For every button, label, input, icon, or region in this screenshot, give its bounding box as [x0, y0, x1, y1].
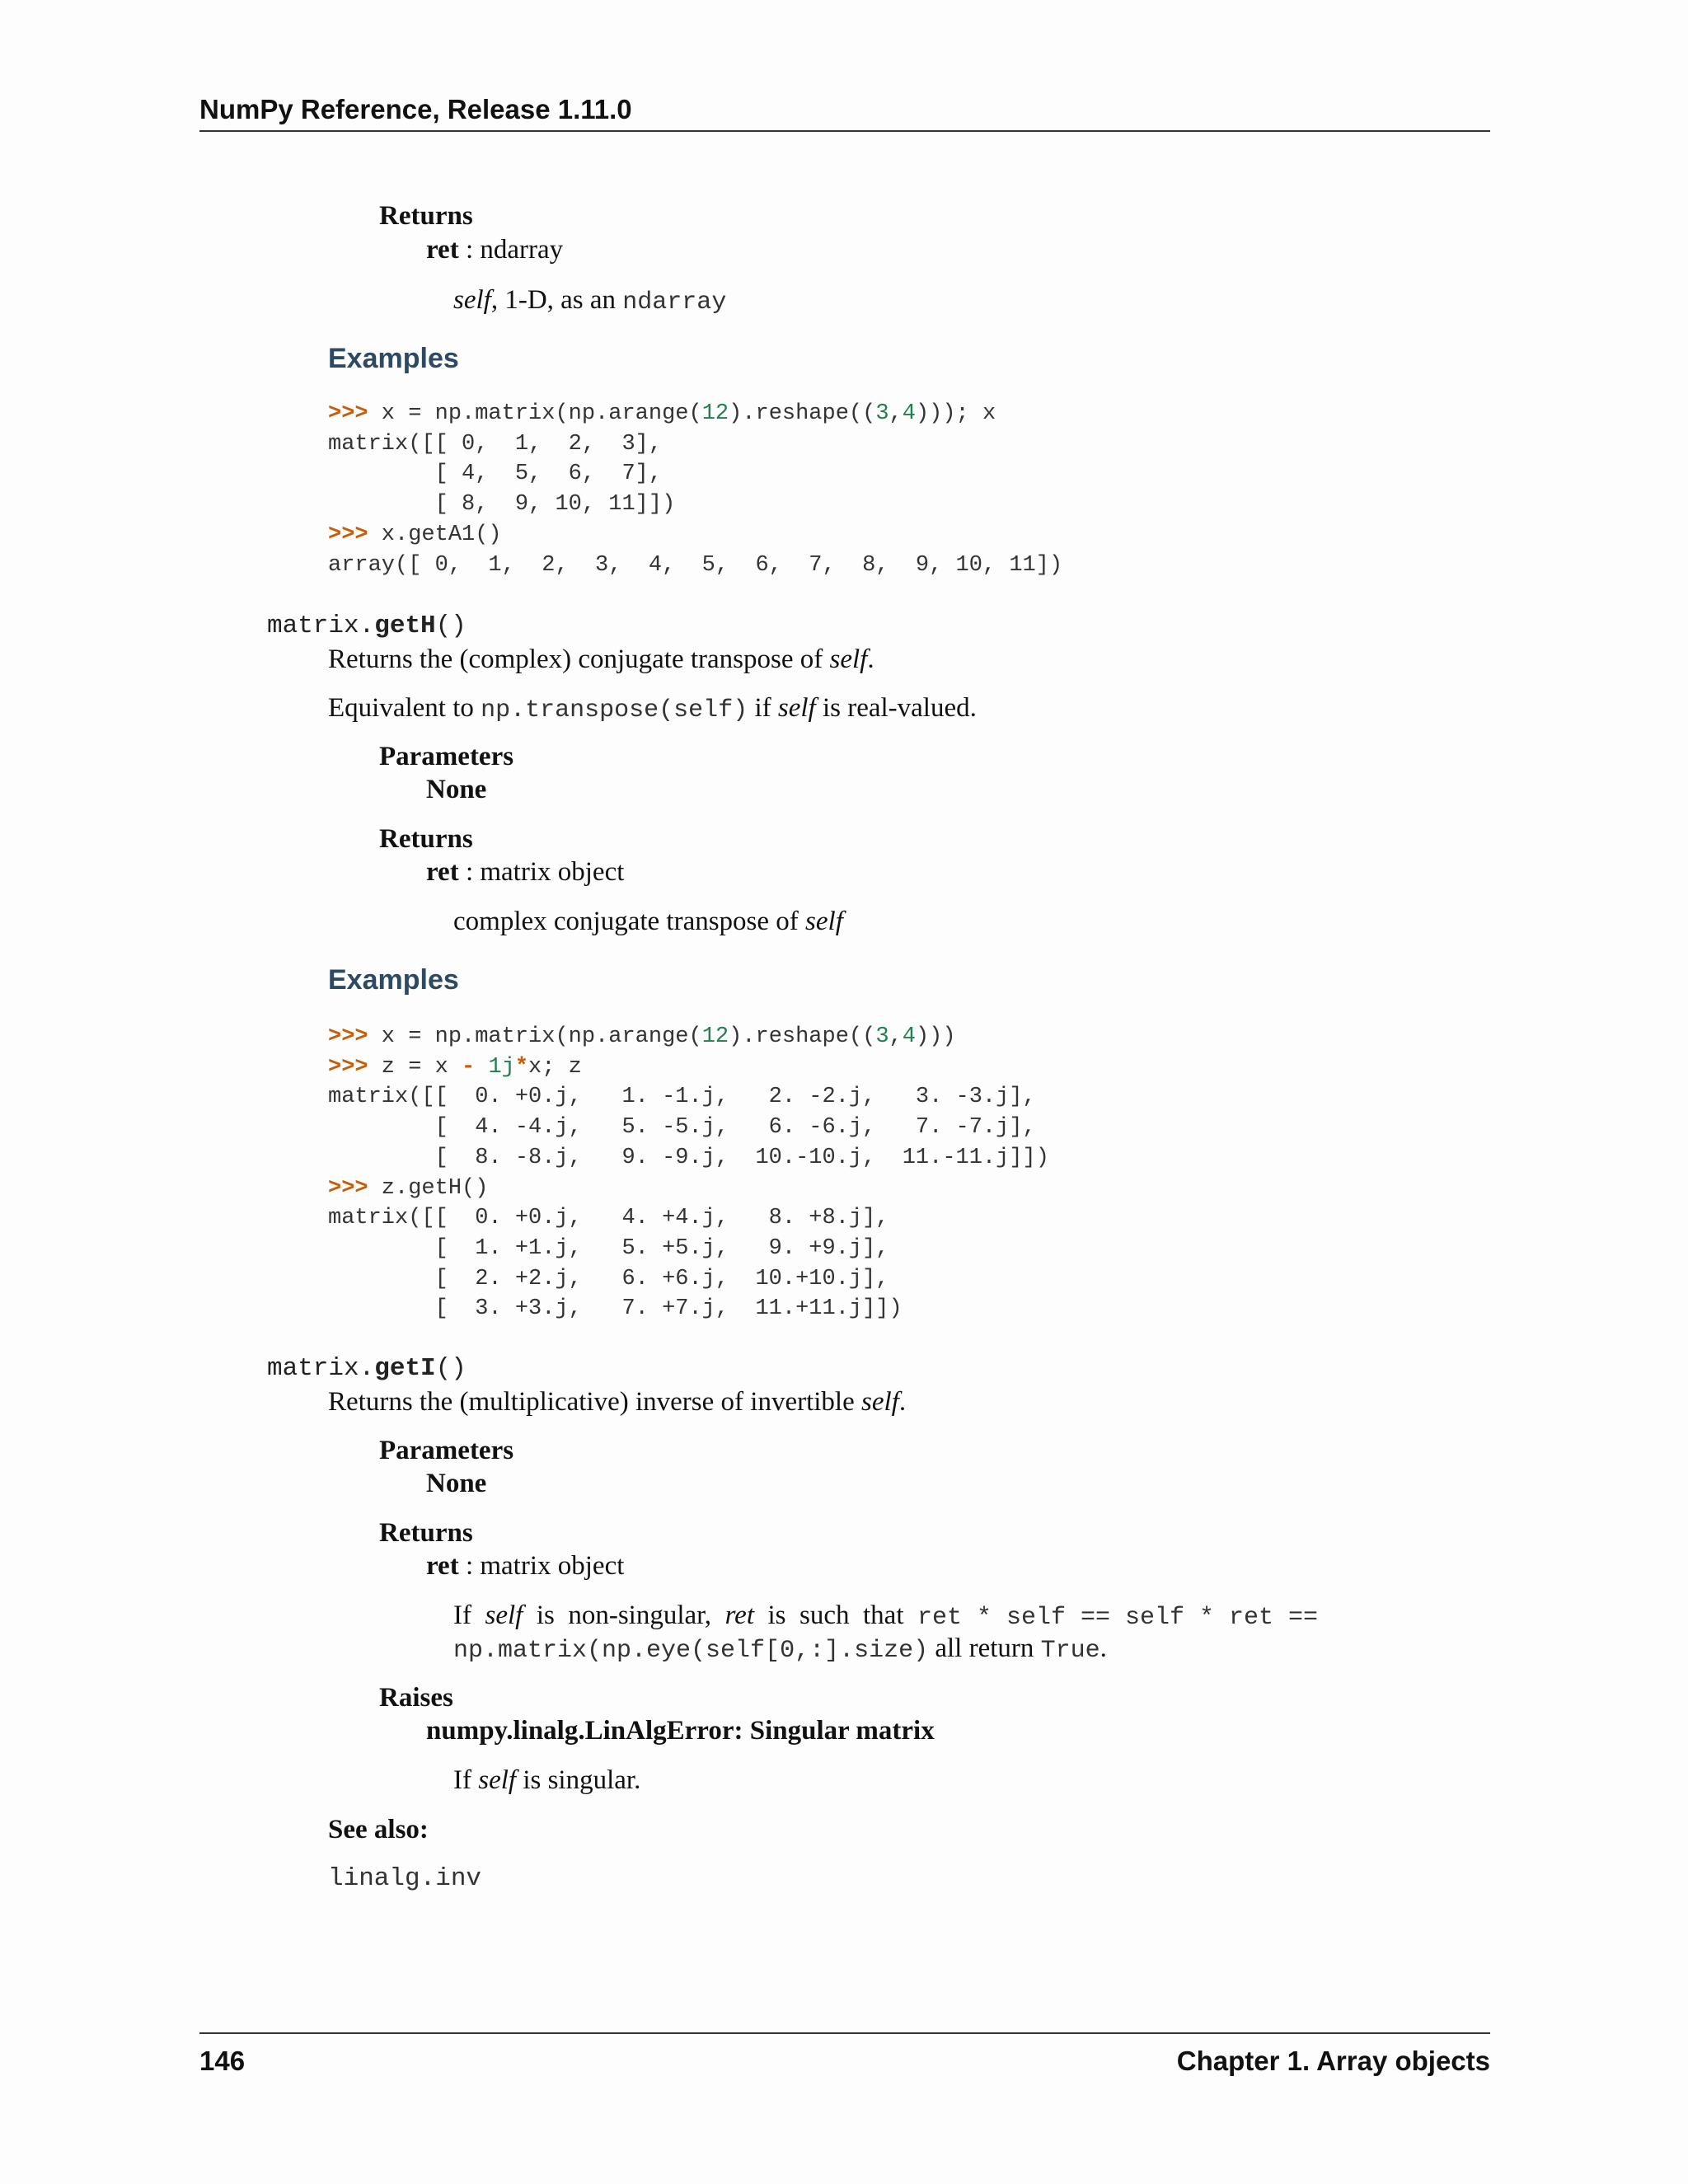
- equiv-text: Equivalent to: [328, 693, 481, 723]
- see-also-label: See also:: [328, 1815, 429, 1844]
- parameters-label: Parameters: [379, 742, 514, 771]
- code-output: array([ 0, 1, 2, 3, 4, 5, 6, 7, 8, 9, 10, 11]): [328, 552, 1063, 578]
- inline-code-true: True: [1040, 1637, 1100, 1665]
- return-description-line1: [453, 1599, 1318, 1634]
- return-desc-text: complex conjugate transpose of: [453, 907, 806, 936]
- code-text: ).reshape((: [729, 1024, 876, 1049]
- sig-parens: (): [435, 1354, 467, 1383]
- sig-parens: (): [435, 612, 467, 640]
- returns-label: Returns: [379, 201, 473, 231]
- self-italic: self: [453, 285, 491, 315]
- self-italic: self: [829, 644, 868, 674]
- code-number: 12: [701, 401, 729, 426]
- returns-label: Returns: [379, 824, 473, 854]
- code-output: matrix([[ 0, 1, 2, 3], [ 4, 5, 6, 7], [ 8, 9, 10, 11]]): [328, 431, 676, 518]
- desc-end: .: [867, 644, 874, 674]
- code-text: x = np.matrix(np.arange(: [368, 401, 702, 426]
- code-text: x; z: [528, 1054, 582, 1080]
- return-name: ret: [426, 857, 459, 887]
- getH-equivalent: [328, 691, 977, 727]
- self-italic: self: [777, 693, 816, 723]
- code-number: 3: [875, 1024, 889, 1049]
- ndarray-link[interactable]: ndarray: [622, 288, 727, 316]
- code-text: ))): [915, 1024, 956, 1049]
- code-operator: *: [514, 1054, 529, 1080]
- return-type: matrix object: [480, 857, 625, 887]
- return-value: [426, 855, 624, 888]
- code-text: x.getA1(): [368, 522, 502, 547]
- return-desc-text: , 1-D, as an: [490, 285, 623, 315]
- sig-name: getH: [374, 612, 436, 640]
- text: is non-singular,: [523, 1601, 725, 1630]
- method-signature-getI: [267, 1354, 467, 1383]
- raises-exception: numpy.linalg.LinAlgError: Singular matrix: [426, 1716, 935, 1746]
- method-signature-getH: [267, 612, 467, 640]
- page-header: [199, 91, 1490, 132]
- self-italic: self: [860, 1387, 899, 1417]
- return-separator: :: [458, 857, 481, 887]
- inline-code: np.matrix(np.eye(self[0,:].size): [453, 1637, 929, 1665]
- code-space: [475, 1055, 488, 1080]
- code-text: ))); x: [915, 401, 996, 426]
- getH-description: [328, 643, 874, 676]
- equiv-end: is real-valued.: [815, 693, 977, 723]
- code-output: matrix([[ 0. +0.j, 4. +4.j, 8. +8.j], [ 1. +1.j, 5. +5.j, 9. +9.j], [ 2. +2.j, 6. +6.j, 10.+10.j], [ 3. +3.j, 7. +7.j, 11.+11.j]]): [328, 1206, 903, 1322]
- code-number: 3: [875, 401, 889, 426]
- prompt: >>>: [328, 1054, 368, 1080]
- inline-code: ret * self == self * ret ==: [917, 1604, 1319, 1632]
- code-number: 12: [701, 1024, 729, 1049]
- desc-text: Returns the (multiplicative) inverse of invertible: [328, 1387, 861, 1417]
- return-name: ret: [426, 1551, 459, 1581]
- parameters-label: Parameters: [379, 1436, 514, 1465]
- code-text: z.getH(): [368, 1175, 489, 1201]
- text: all return: [928, 1633, 1041, 1663]
- text: is such that: [754, 1601, 917, 1630]
- return-separator: :: [458, 235, 481, 265]
- equiv-if: if: [748, 693, 778, 723]
- code-text: z = x: [368, 1054, 462, 1080]
- code-number: 1j: [488, 1054, 515, 1080]
- code-example-getA1: [328, 399, 1062, 580]
- sig-name: getI: [374, 1354, 436, 1383]
- page-footer: [199, 2032, 1490, 2083]
- text: .: [1100, 1633, 1107, 1663]
- desc-end: .: [898, 1387, 907, 1417]
- prompt: >>>: [328, 401, 368, 426]
- chapter-title: Chapter 1. Array objects: [1176, 2046, 1490, 2076]
- self-italic: self: [805, 907, 843, 936]
- code-number: 4: [902, 401, 916, 426]
- page-number: 146: [199, 2046, 246, 2076]
- code-text: ,: [889, 1024, 903, 1049]
- return-name: ret: [426, 235, 459, 265]
- code-text: ,: [889, 401, 903, 426]
- raises-description: [453, 1764, 640, 1797]
- examples-heading: Examples: [328, 964, 459, 996]
- return-description-line2: [453, 1632, 1107, 1667]
- code-output: matrix([[ 0. +0.j, 1. -1.j, 2. -2.j, 3. -3.j], [ 4. -4.j, 5. -5.j, 6. -6.j, 7. -7.j], [ 8. -8.j, 9. -9.j, 10.-10.j, 11.-11.j]]): [328, 1085, 1049, 1170]
- code-text: x = np.matrix(np.arange(: [368, 1024, 702, 1049]
- prompt: >>>: [328, 1175, 368, 1201]
- return-type: matrix object: [480, 1551, 625, 1581]
- code-text: ).reshape((: [729, 401, 876, 426]
- text: If: [453, 1601, 485, 1630]
- equiv-code: np.transpose(self): [481, 696, 748, 724]
- return-description: [453, 284, 726, 319]
- sig-prefix: matrix.: [267, 1354, 375, 1383]
- ret-italic: ret: [724, 1601, 754, 1630]
- document-title: NumPy Reference, Release 1.11.0: [199, 94, 632, 124]
- parameters-value: None: [426, 1469, 487, 1498]
- getI-description: [328, 1385, 906, 1418]
- self-italic: self: [485, 1601, 523, 1630]
- text: is singular.: [516, 1765, 641, 1795]
- return-separator: :: [458, 1551, 481, 1581]
- parameters-value: None: [426, 775, 487, 804]
- text: If: [453, 1765, 479, 1795]
- examples-heading: Examples: [328, 343, 459, 374]
- code-example-getH: [328, 1022, 1049, 1324]
- return-value: [426, 1549, 624, 1582]
- prompt: >>>: [328, 522, 368, 547]
- prompt: >>>: [328, 1024, 368, 1049]
- returns-label: Returns: [379, 1518, 473, 1548]
- raises-label: Raises: [379, 1683, 453, 1713]
- self-italic: self: [478, 1765, 517, 1795]
- return-value: [426, 233, 563, 266]
- return-description: [453, 905, 843, 938]
- linalg-inv-link[interactable]: linalg.inv: [328, 1864, 482, 1893]
- code-operator: -: [462, 1054, 476, 1080]
- code-number: 4: [902, 1024, 916, 1049]
- desc-text: Returns the (complex) conjugate transpose of: [328, 644, 830, 674]
- return-type: ndarray: [480, 235, 564, 265]
- sig-prefix: matrix.: [267, 612, 375, 640]
